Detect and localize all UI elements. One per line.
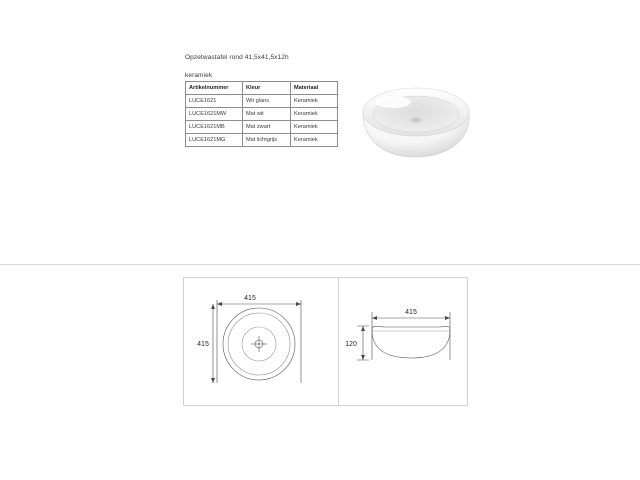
- section-divider: [0, 264, 640, 265]
- column-header-kleur: Kleur: [243, 82, 291, 95]
- product-title: [185, 44, 289, 80]
- table-header-row: [186, 82, 338, 95]
- cell-kleur: Mat wit: [243, 108, 291, 121]
- product-title-line2: keramiek: [185, 72, 213, 79]
- product-title-line1: Opzetwastafel rond 41,5x41,5x12h: [185, 54, 289, 61]
- column-header-materiaal: Materiaal: [291, 82, 338, 95]
- column-header-artikelnummer: Artikelnummer: [186, 82, 243, 95]
- table-row: [186, 121, 338, 134]
- cell-artikelnummer: LUCE1621MG: [186, 134, 243, 147]
- cell-materiaal: Keramiek: [291, 134, 338, 147]
- product-photo: [355, 80, 480, 170]
- cell-artikelnummer: LUCE1621: [186, 95, 243, 108]
- top-view-width-label: 415: [244, 295, 256, 302]
- table-row: [186, 108, 338, 121]
- cell-kleur: Mat lichtgrijs: [243, 134, 291, 147]
- cell-artikelnummer: LUCE1621MB: [186, 121, 243, 134]
- cell-materiaal: Keramiek: [291, 95, 338, 108]
- drawing-panel-top-view: [183, 277, 340, 406]
- table-row: [186, 95, 338, 108]
- drawing-panel-side-view: [338, 277, 468, 406]
- side-view-width-label: 415: [405, 309, 417, 316]
- cell-materiaal: Keramiek: [291, 121, 338, 134]
- cell-kleur: Wit glans: [243, 95, 291, 108]
- spec-table: [185, 81, 338, 147]
- cell-artikelnummer: LUCE1621MW: [186, 108, 243, 121]
- side-view-height-label: 120: [345, 341, 357, 348]
- cell-kleur: Mat zwart: [243, 121, 291, 134]
- cell-materiaal: Keramiek: [291, 108, 338, 121]
- top-view-height-label: 415: [197, 341, 209, 348]
- table-row: [186, 134, 338, 147]
